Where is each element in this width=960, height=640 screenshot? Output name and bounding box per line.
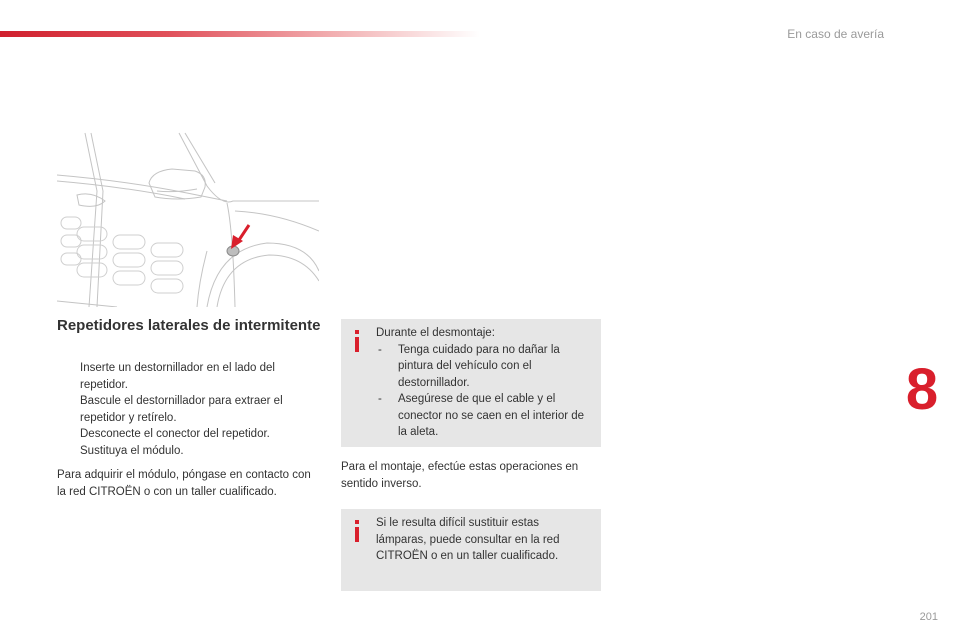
header-accent-bar	[0, 31, 480, 37]
list-item: Inserte un destornillador en el lado del repetidor.	[80, 362, 275, 391]
list-item: - Tenga cuidado para no dañar la pintura del vehículo con el destornillador.	[378, 343, 560, 389]
reassembly-paragraph: Para el montaje, efectúe estas operaciones en sentido inverso.	[341, 461, 579, 490]
steps-list	[57, 360, 322, 459]
section-heading: Repetidores laterales de intermitente	[57, 317, 321, 334]
info-icon	[351, 329, 363, 353]
chapter-number: 8	[905, 357, 939, 422]
page-number: 201	[919, 611, 938, 623]
list-item: Desconecte el conector del repetidor.	[80, 428, 270, 440]
section-title: En caso de avería	[787, 27, 884, 41]
purchase-paragraph: Para adquirir el módulo, póngase en contacto con la red CITROËN o con un taller cualificado.	[57, 469, 311, 498]
info-icon	[351, 519, 363, 543]
info-box-disassembly	[341, 319, 601, 447]
car-side-repeater-illustration	[57, 131, 319, 307]
list-item: Sustituya el módulo.	[80, 444, 184, 457]
info-intro: Durante el desmontaje:	[376, 327, 495, 339]
list-item: Bascule el destornillador para extraer el repetidor y retírelo.	[80, 395, 283, 424]
list-item: - Asegúrese de que el cable y el conector no se caen en el interior de la aleta.	[378, 393, 585, 438]
info-box-help	[341, 509, 601, 591]
info-help-text: Si le resulta difícil sustituir estas lámparas, puede consultar en la red CITROËN o en un taller cualificado.	[376, 517, 560, 562]
red-arrow-icon	[231, 225, 249, 249]
